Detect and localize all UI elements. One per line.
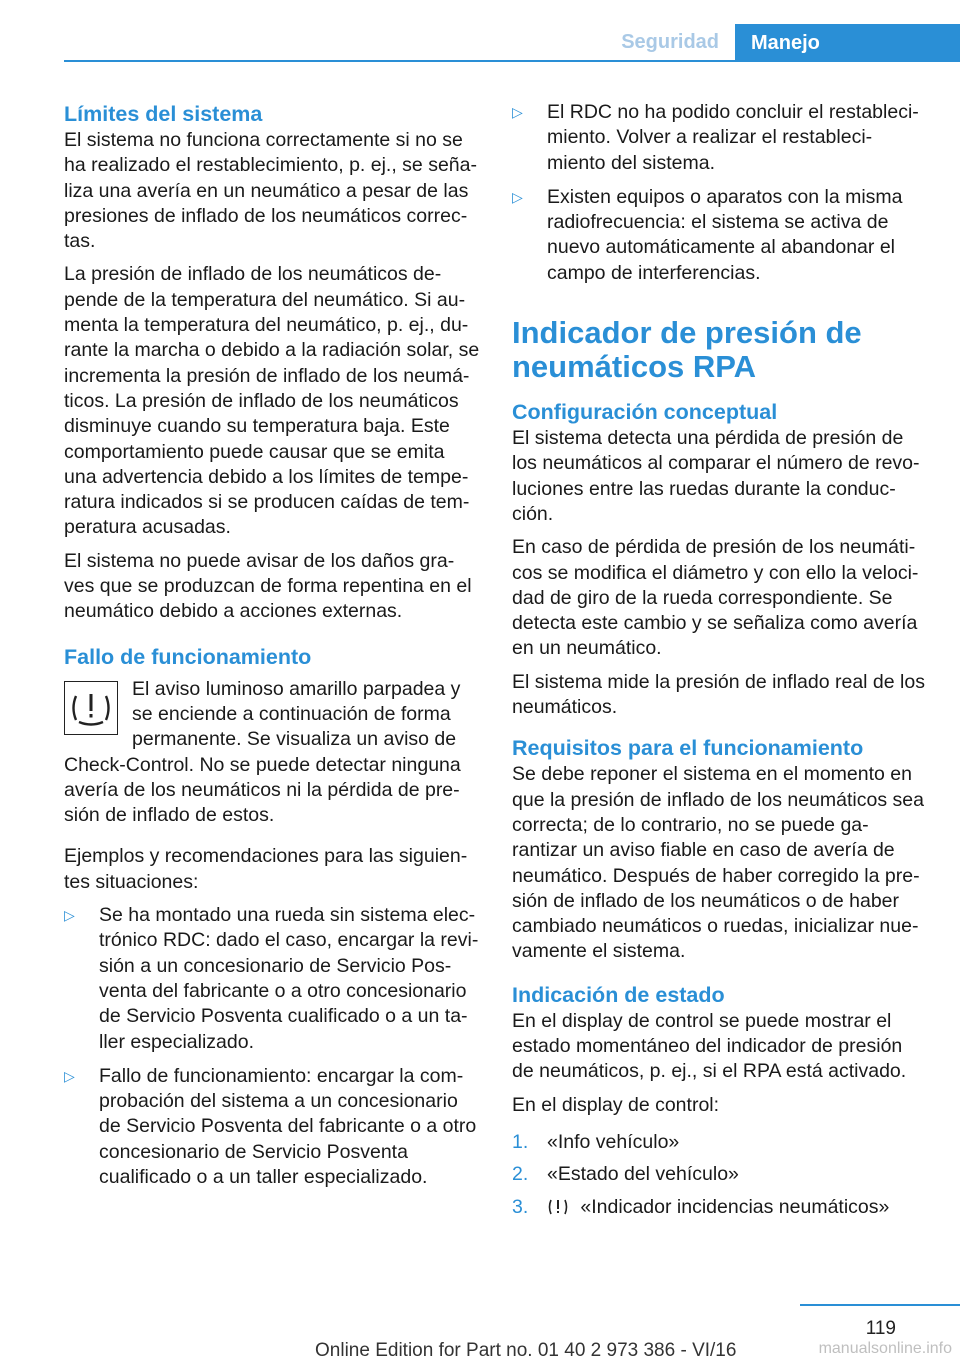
tire-pressure-small-icon xyxy=(547,1197,569,1224)
watermark-site: manualsonline.info xyxy=(818,1340,952,1357)
step-number: 2. xyxy=(512,1163,529,1186)
paragraph: El sistema detecta una pérdida de presión de los neumáticos al comparar el número de revo-luciones entre las ruedas durante la conduc-ción. xyxy=(512,427,920,525)
step-text: «Indicador incidencias neumáticos» xyxy=(580,1195,890,1218)
paragraph: La presión de inflado de los neumáticos de-pende de la temperatura del neumático. Si au-menta la temperatura del neumático, p. ej., du-rante la marcha o debido a la radiación solar, se incrementa la presión de inflado de los neumá-ticos. La presión de inflado de los neumáticos disminuye cuando su temperatura baja. Este comportamiento puede causar que se emita una advertencia debido a los límites de tempe-ratura indicados si se producen caídas de tem-peratura acusadas. xyxy=(64,263,480,539)
tab-manejo[interactable]: Manejo xyxy=(735,24,960,62)
right-column xyxy=(512,100,928,1231)
paragraph: El sistema no puede avisar de los daños gra-ves que se produzcan de forma repentina en el neumático debido a acciones externas. xyxy=(64,549,472,623)
paragraph: En el display de control: xyxy=(512,1093,720,1116)
left-column xyxy=(64,100,482,1199)
paragraph: En caso de pérdida de presión de los neumáti-cos se modifica el diámetro y con ello la veloci-dad de giro de la rueda correspondiente. Se detecta este cambio y se señaliza como avería en un neumático. xyxy=(512,536,919,660)
triangle-right-icon: ▷ xyxy=(64,1067,75,1084)
page-header xyxy=(64,0,960,62)
warning-block xyxy=(64,677,482,829)
heading-requirements: Requisitos para el funcionamiento xyxy=(512,736,864,761)
footer-rule xyxy=(800,1304,960,1306)
tab-seguridad[interactable]: Seguridad xyxy=(621,31,719,53)
heading-status: Indicación de estado xyxy=(512,982,725,1007)
section-title: Indicador de presión de neumáticos RPA xyxy=(512,315,862,385)
paragraph: Ejemplos y recomendaciones para las siguien-tes situaciones: xyxy=(64,845,468,893)
list-item xyxy=(64,903,482,1055)
triangle-right-icon: ▷ xyxy=(512,104,523,120)
list-item-text: Fallo de funcionamiento: encargar la com-probación del sistema a un concesionario de Servicio Posventa del fabricante o a otro concesionario de Servicio Posventa cualificado o a un taller especializado. xyxy=(99,1064,477,1188)
step-text: «Estado del vehículo» xyxy=(547,1163,739,1186)
paragraph: El sistema no funciona correctamente si no se ha realizado el restablecimiento, p. ej., se seña-liza una avería en un neumático a pesar de las presiones de inflado de los neumáticos correc-tas. xyxy=(64,129,477,253)
list-item xyxy=(64,1064,482,1190)
tire-pressure-warning-icon xyxy=(64,681,118,735)
paragraph: El aviso luminoso amarillo parpadea y se enciende a continuación de forma permanente. Se visualiza un aviso de Check-Control. No se puede detectar ninguna avería de los neumáticos ni la pérdida de pre-sión de inflado de estos. xyxy=(64,677,461,827)
heading-concept: Configuración conceptual xyxy=(512,400,778,425)
header-rule xyxy=(64,60,960,62)
list-item xyxy=(512,100,928,176)
paragraph: El sistema mide la presión de inflado real de los neumáticos. xyxy=(512,670,925,719)
page-number: 119 xyxy=(865,1318,896,1339)
page-footer xyxy=(0,1300,960,1362)
triangle-right-icon: ▷ xyxy=(512,188,523,205)
triangle-right-icon: ▷ xyxy=(64,907,75,924)
paragraph: En el display de control se puede mostrar el estado momentáneo del indicador de presión de neumáticos, p. ej., si el RPA está activado. xyxy=(512,1009,907,1083)
heading-limits: Límites del sistema xyxy=(64,102,263,126)
list-item-text: Existen equipos o aparatos con la misma radiofrecuencia: el sistema se activa de nuevo automáticamente al abandonar el campo de interferencias. xyxy=(547,185,903,284)
step-item xyxy=(512,1195,928,1224)
list-item xyxy=(512,185,928,286)
step-number: 1. xyxy=(512,1130,529,1153)
online-edition-text: Online Edition for Part no. 01 40 2 973 386 - VI/16 xyxy=(315,1340,737,1361)
step-item xyxy=(512,1130,928,1155)
list-item-text: El RDC no ha podido concluir el restableci-miento. Volver a realizar el restableci-miento del sistema. xyxy=(547,101,919,174)
heading-fault: Fallo de funcionamiento xyxy=(64,644,312,669)
step-item xyxy=(512,1162,928,1187)
step-text: «Info vehículo» xyxy=(547,1130,680,1153)
step-number: 3. xyxy=(512,1195,529,1218)
list-item-text: Se ha montado una rueda sin sistema elec-trónico RDC: dado el caso, encargar la revi-sión a un concesionario de Servicio Pos-venta del fabricante o a otro concesionario de Servicio Posventa cualificado o a un ta-ller especializado. xyxy=(99,904,479,1053)
paragraph: Se debe reponer el sistema en el momento en que la presión de inflado de los neumáticos sea correcta; de lo contrario, no se puede ga-rantizar un aviso fiable en caso de avería de neumático. Después de haber corregido la pre-sión de inflado de los neumáticos o de haber cambiado neumáticos o ruedas, inicializar nue-vamente el sistema. xyxy=(512,763,924,963)
